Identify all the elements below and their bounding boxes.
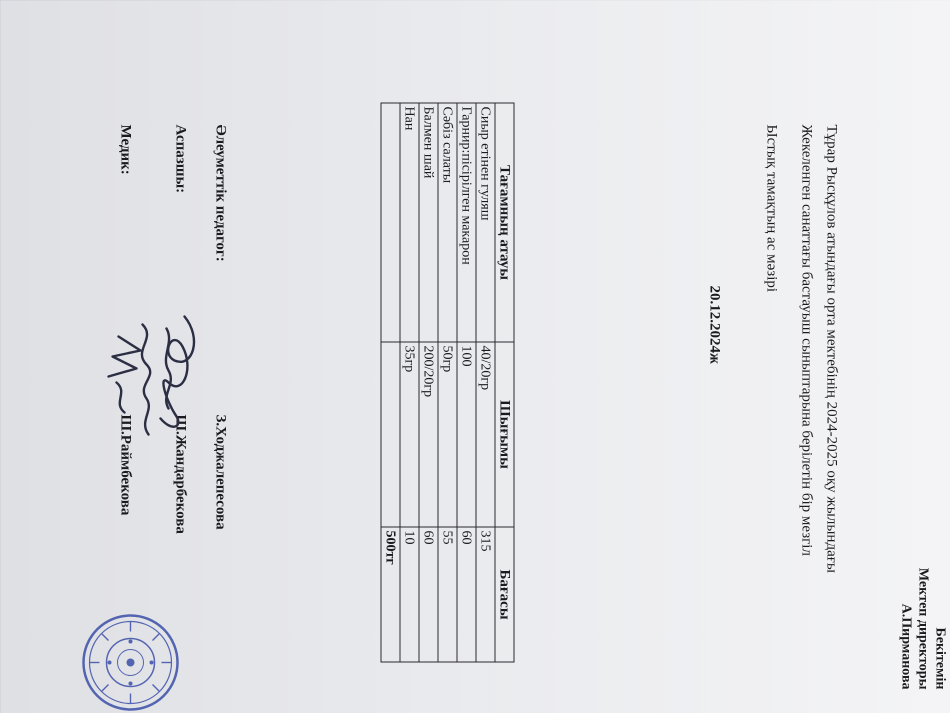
dish-name: Балмен шай <box>419 103 438 342</box>
approval-position: Мектеп директоры <box>915 567 930 689</box>
dish-name: Сиыр етінен гуляш <box>476 103 495 342</box>
table-header-row <box>495 103 514 662</box>
table-row <box>400 103 419 662</box>
signature-name-cook: Ш.Жандарбекова <box>172 414 188 534</box>
signature-name-social-pedagogue: З.Ходжалепесова <box>212 414 228 530</box>
total-price: 500тг <box>381 527 400 662</box>
school-stamp-icon <box>80 612 180 712</box>
total-yield <box>381 342 400 527</box>
signature-role-social-pedagogue: Әлеуметтік педагог: <box>212 124 228 262</box>
approval-title: Бекітемін <box>932 626 947 689</box>
dish-yield: 35гр <box>400 342 419 527</box>
approval-block <box>897 567 948 689</box>
table-row <box>438 103 457 662</box>
dish-name: Сәбіз салаты <box>438 103 457 342</box>
header-line-3: Ыстық тамақтың ас мәзірі <box>763 124 779 292</box>
header-line-1: Тұрар Рысқұлов атындағы орта мектебінің 2024-2025 оқу жылындағы <box>823 124 839 573</box>
dish-price: 315 <box>476 527 495 662</box>
dish-yield: 100 <box>457 342 476 527</box>
approval-name: А.Пирманова <box>898 603 913 689</box>
menu-table <box>380 102 514 662</box>
table-row <box>419 103 438 662</box>
menu-date: 20.12.2024ж <box>706 285 722 364</box>
dish-yield: 50гр <box>438 342 457 527</box>
dish-price: 60 <box>457 527 476 662</box>
header-price: Бағасы <box>495 527 514 662</box>
dish-name: Гарнир:пісірілген макарон <box>457 103 476 342</box>
dish-yield: 200/20гр <box>419 342 438 527</box>
dish-price: 10 <box>400 527 419 662</box>
signature-role-cook: Аспазшы: <box>172 124 188 193</box>
table-total-row <box>381 103 400 662</box>
dish-price: 55 <box>438 527 457 662</box>
header-dish: Тағамның атауы <box>495 103 514 342</box>
header-line-2: Жекеленген санаттағы бастауыш сыныптарына берілетін бір мезгіл <box>798 124 814 556</box>
signature-name-medic: Ш.Раймбекова <box>117 414 133 515</box>
total-label <box>381 103 400 342</box>
signature-role-medic: Медик: <box>117 124 133 175</box>
dish-name: Нан <box>400 103 419 342</box>
header-yield: Шығымы <box>495 342 514 527</box>
dish-price: 60 <box>419 527 438 662</box>
handwritten-signature-icon <box>82 298 212 448</box>
dish-yield: 40/20гр <box>476 342 495 527</box>
table-row <box>457 103 476 662</box>
table-row <box>476 103 495 662</box>
